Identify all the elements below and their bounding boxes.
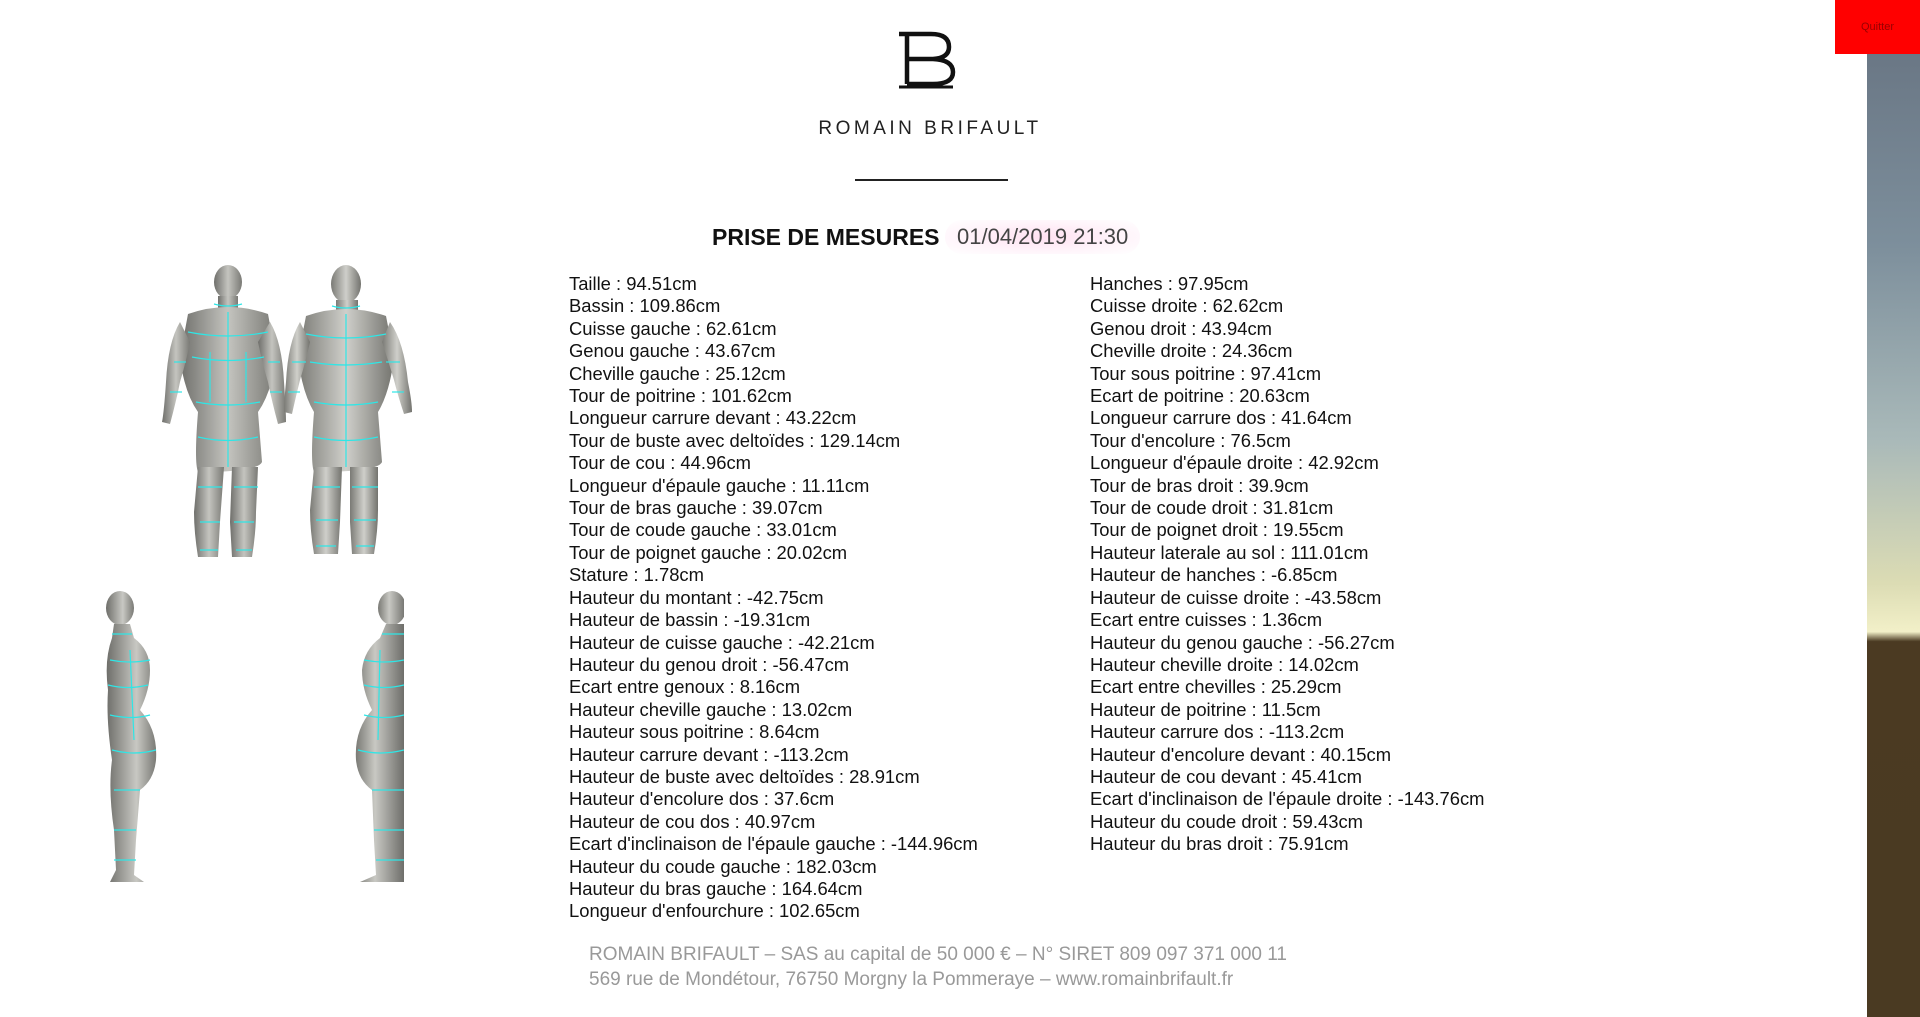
measurement-item: Hauteur d'encolure dos : 37.6cm <box>569 788 835 810</box>
measurement-item: Tour de bras droit : 39.9cm <box>1090 474 1309 496</box>
measurement-item: Cuisse gauche : 62.61cm <box>569 317 777 339</box>
measurement-item: Hauteur du montant : -42.75cm <box>569 586 824 608</box>
body-front-view <box>284 262 414 562</box>
measurement-item: Tour de coude droit : 31.81cm <box>1090 497 1334 519</box>
measurement-item: Longueur d'épaule droite : 42.92cm <box>1090 452 1379 474</box>
measurement-item: Longueur carrure dos : 41.64cm <box>1090 407 1352 429</box>
measurement-item: Cuisse droite : 62.62cm <box>1090 295 1284 317</box>
footer <box>589 942 1287 992</box>
measurement-item: Ecart d'inclinaison de l'épaule gauche : -144.96cm <box>569 833 978 855</box>
measurement-item: Hauteur cheville droite : 14.02cm <box>1090 653 1359 675</box>
measurement-item: Cheville droite : 24.36cm <box>1090 340 1293 362</box>
measurement-item: Tour de poignet gauche : 20.02cm <box>569 541 848 563</box>
measurement-item: Genou gauche : 43.67cm <box>569 340 776 362</box>
measurement-item: Hauteur du coude gauche : 182.03cm <box>569 855 877 877</box>
side-scene-panel <box>1867 54 1920 1017</box>
body-back-view <box>158 262 288 562</box>
page-title: PRISE DE MESURES <box>712 224 940 250</box>
measurement-item: Ecart entre genoux : 8.16cm <box>569 676 801 698</box>
measurement-item: Hauteur de cuisse gauche : -42.21cm <box>569 631 875 653</box>
brand-divider <box>855 179 1008 181</box>
body-left-side-view <box>100 590 162 885</box>
body-right-side-view <box>350 590 404 885</box>
measurement-item: Hauteur de bassin : -19.31cm <box>569 609 811 631</box>
measurements-list-right <box>1090 273 1484 856</box>
measurement-item: Tour de cou : 44.96cm <box>569 452 751 474</box>
measurement-item: Cheville gauche : 25.12cm <box>569 362 786 384</box>
measurement-item: Ecart entre cuisses : 1.36cm <box>1090 609 1323 631</box>
footer-address: 569 rue de Mondétour, 76750 Morgny la Pommeraye – www.romainbrifault.fr <box>589 969 1234 990</box>
measurement-item: Ecart d'inclinaison de l'épaule droite : -143.76cm <box>1090 788 1485 810</box>
measurement-item: Hauteur de poitrine : 11.5cm <box>1090 698 1321 720</box>
measurement-item: Hauteur du genou gauche : -56.27cm <box>1090 631 1395 653</box>
measurement-item: Ecart de poitrine : 20.63cm <box>1090 385 1310 407</box>
measurement-item: Tour de coude gauche : 33.01cm <box>569 519 837 541</box>
measurement-item: Hanches : 97.95cm <box>1090 273 1249 294</box>
measurement-item: Longueur d'épaule gauche : 11.11cm <box>569 474 870 496</box>
measurement-item: Hauteur de cuisse droite : -43.58cm <box>1090 586 1382 608</box>
measurement-item: Hauteur du bras gauche : 164.64cm <box>569 877 863 899</box>
measurements-list-left <box>569 273 978 923</box>
measurement-item: Tour de bras gauche : 39.07cm <box>569 497 823 519</box>
measurement-item: Hauteur d'encolure devant : 40.15cm <box>1090 743 1392 765</box>
measurement-date: 01/04/2019 21:30 <box>945 220 1140 254</box>
measurement-item: Ecart entre chevilles : 25.29cm <box>1090 676 1342 698</box>
measurement-item: Hauteur cheville gauche : 13.02cm <box>569 698 853 720</box>
measurement-item: Bassin : 109.86cm <box>569 295 721 317</box>
measurement-item: Hauteur de hanches : -6.85cm <box>1090 564 1338 586</box>
measurement-item: Tour d'encolure : 76.5cm <box>1090 429 1291 451</box>
brand-name: ROMAIN BRIFAULT <box>818 118 1042 139</box>
measurement-item: Hauteur carrure dos : -113.2cm <box>1090 721 1345 743</box>
brand-logo <box>895 28 965 90</box>
measurement-item: Tour de poitrine : 101.62cm <box>569 385 792 407</box>
measurement-item: Tour sous poitrine : 97.41cm <box>1090 362 1322 384</box>
measurement-item: Hauteur du genou droit : -56.47cm <box>569 653 850 675</box>
measurement-item: Longueur d'enfourchure : 102.65cm <box>569 900 860 922</box>
quit-button[interactable]: Quitter <box>1835 0 1920 54</box>
measurement-item: Longueur carrure devant : 43.22cm <box>569 407 857 429</box>
measurement-item: Stature : 1.78cm <box>569 564 704 586</box>
measurement-item: Taille : 94.51cm <box>569 273 697 294</box>
measurement-item: Hauteur carrure devant : -113.2cm <box>569 743 849 765</box>
measurement-item: Hauteur de cou devant : 45.41cm <box>1090 765 1362 787</box>
measurement-item: Hauteur sous poitrine : 8.64cm <box>569 721 820 743</box>
measurement-item: Tour de poignet droit : 19.55cm <box>1090 519 1344 541</box>
measurement-item: Hauteur du bras droit : 75.91cm <box>1090 833 1349 855</box>
measurement-item: Hauteur laterale au sol : 111.01cm <box>1090 541 1369 563</box>
measurement-item: Genou droit : 43.94cm <box>1090 317 1272 339</box>
measurement-item: Hauteur du coude droit : 59.43cm <box>1090 810 1363 832</box>
footer-company-info: ROMAIN BRIFAULT – SAS au capital de 50 000 € – N° SIRET 809 097 371 000 11 <box>589 944 1287 965</box>
measurement-item: Tour de buste avec deltoïdes : 129.14cm <box>569 429 901 451</box>
measurement-item: Hauteur de cou dos : 40.97cm <box>569 810 816 832</box>
measurement-item: Hauteur de buste avec deltoïdes : 28.91cm <box>569 765 920 787</box>
